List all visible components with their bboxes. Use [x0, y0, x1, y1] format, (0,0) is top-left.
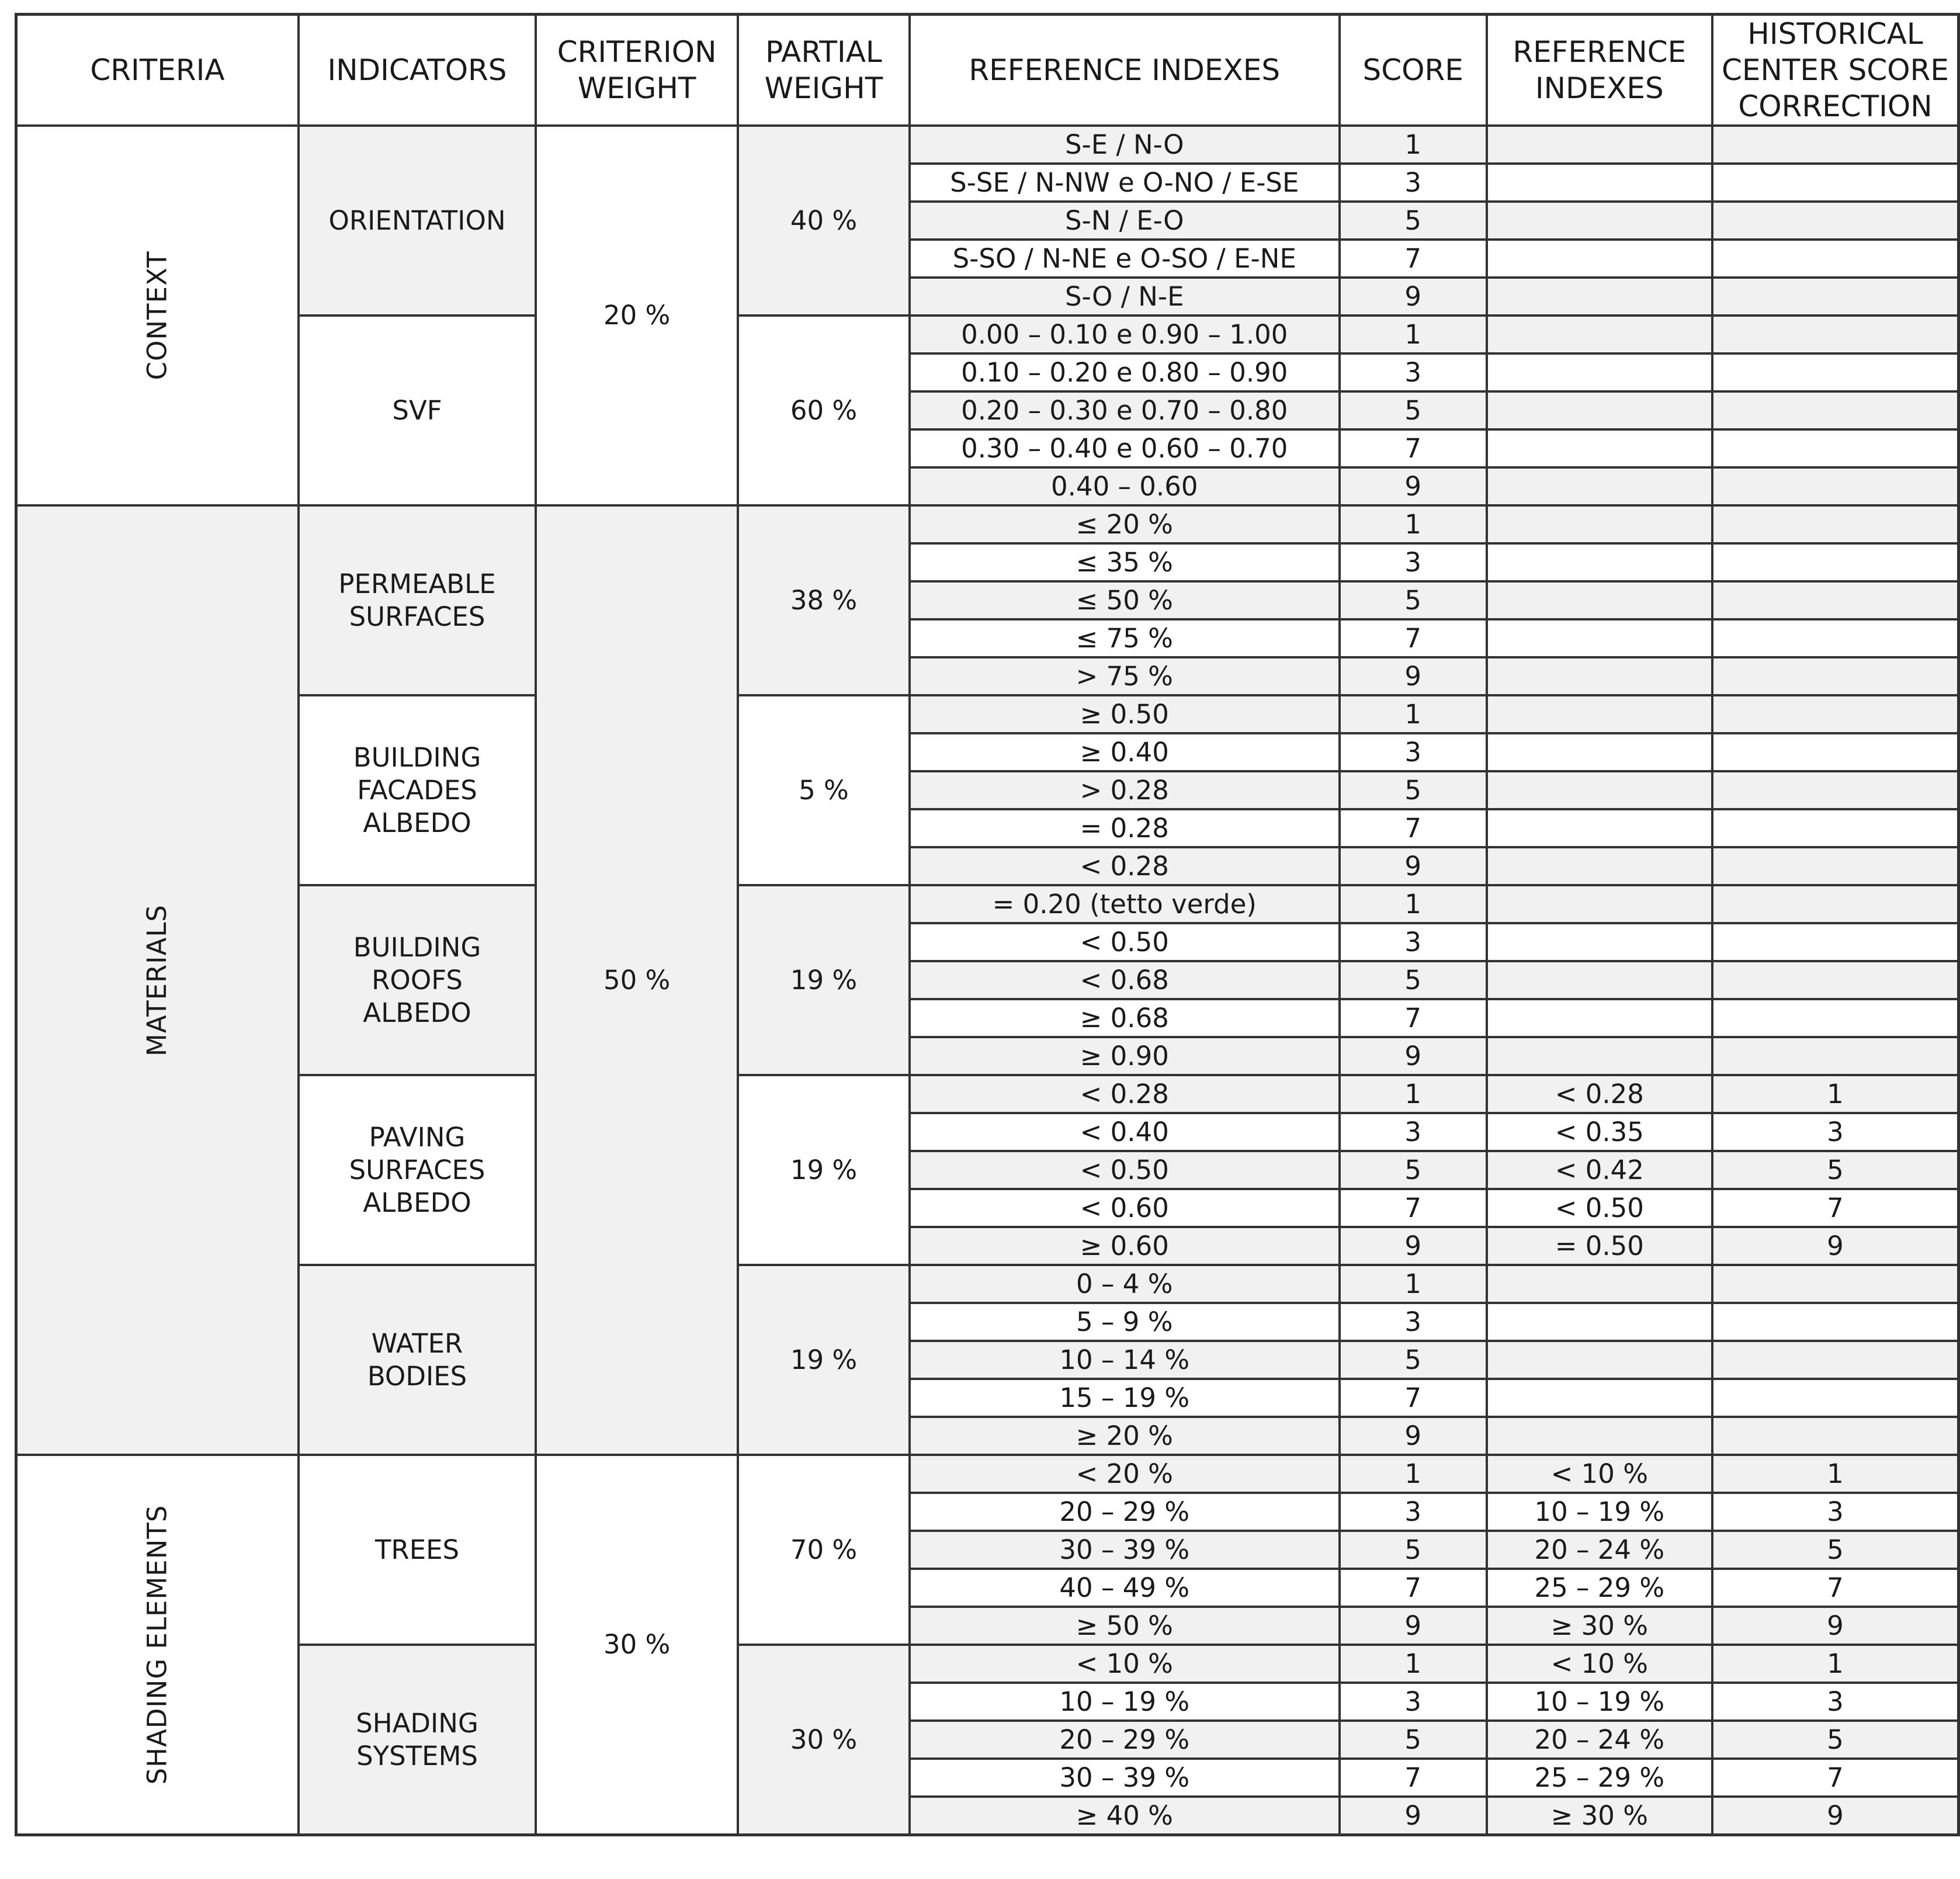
partial-weight: 60 %	[738, 316, 910, 505]
table-row	[16, 505, 1959, 543]
indicator-name: PERMEABLE SURFACES	[299, 505, 536, 695]
reference-index-historical	[1487, 923, 1712, 961]
historical-score-correction	[1712, 999, 1959, 1037]
table-row	[16, 695, 1959, 733]
reference-index: 20 – 29 %	[910, 1721, 1340, 1759]
historical-score-correction	[1712, 923, 1959, 961]
historical-score-correction	[1712, 1037, 1959, 1075]
table-row	[16, 1265, 1959, 1303]
score-value: 7	[1340, 619, 1487, 657]
historical-score-correction	[1712, 695, 1959, 733]
historical-score-correction	[1712, 961, 1959, 999]
score-value: 5	[1340, 961, 1487, 999]
criterion-label: MATERIALS	[141, 904, 173, 1056]
score-value: 7	[1340, 1569, 1487, 1607]
reference-index-historical: 10 – 19 %	[1487, 1493, 1712, 1531]
reference-index-historical: ≥ 30 %	[1487, 1797, 1712, 1835]
header-historical-correction: HISTORICAL CENTER SCORE CORRECTION	[1712, 15, 1959, 126]
score-value: 9	[1340, 1037, 1487, 1075]
reference-index-historical	[1487, 543, 1712, 581]
historical-score-correction	[1712, 164, 1959, 202]
reference-index: ≤ 20 %	[910, 505, 1340, 543]
historical-score-correction	[1712, 1341, 1959, 1379]
reference-index: < 20 %	[910, 1455, 1340, 1493]
reference-index: ≤ 50 %	[910, 581, 1340, 619]
historical-score-correction	[1712, 847, 1959, 885]
partial-weight: 38 %	[738, 505, 910, 695]
score-value: 3	[1340, 353, 1487, 391]
criterion-cell	[16, 126, 299, 505]
historical-score-correction: 3	[1712, 1113, 1959, 1151]
reference-index-historical	[1487, 1341, 1712, 1379]
criterion-label: CONTEXT	[141, 251, 173, 380]
historical-score-correction	[1712, 429, 1959, 467]
historical-score-correction	[1712, 353, 1959, 391]
historical-score-correction	[1712, 278, 1959, 316]
reference-index: ≥ 0.40	[910, 733, 1340, 771]
reference-index: < 0.40	[910, 1113, 1340, 1151]
reference-index: 40 – 49 %	[910, 1569, 1340, 1607]
score-value: 5	[1340, 1721, 1487, 1759]
reference-index: 10 – 19 %	[910, 1683, 1340, 1721]
reference-index-historical: 20 – 24 %	[1487, 1531, 1712, 1569]
reference-index-historical	[1487, 164, 1712, 202]
reference-index: S-SE / N-NW e O-NO / E-SE	[910, 164, 1340, 202]
historical-score-correction: 3	[1712, 1493, 1959, 1531]
reference-index-historical	[1487, 847, 1712, 885]
historical-score-correction	[1712, 1303, 1959, 1341]
reference-index-historical	[1487, 202, 1712, 240]
reference-index-historical	[1487, 391, 1712, 429]
historical-score-correction	[1712, 505, 1959, 543]
historical-score-correction: 5	[1712, 1721, 1959, 1759]
criterion-cell	[16, 1455, 299, 1835]
historical-score-correction	[1712, 771, 1959, 809]
historical-score-correction	[1712, 809, 1959, 847]
historical-score-correction: 1	[1712, 1645, 1959, 1683]
indicator-name: ORIENTATION	[299, 126, 536, 316]
criterion-weight: 30 %	[536, 1455, 738, 1835]
criterion-label: SHADING ELEMENTS	[141, 1504, 173, 1785]
reference-index-historical	[1487, 278, 1712, 316]
reference-index: < 10 %	[910, 1645, 1340, 1683]
reference-index-historical	[1487, 1417, 1712, 1455]
header-criterion-weight: CRITERION WEIGHT	[536, 15, 738, 126]
historical-score-correction	[1712, 1417, 1959, 1455]
reference-index: < 0.50	[910, 923, 1340, 961]
reference-index-historical	[1487, 771, 1712, 809]
score-value: 9	[1340, 847, 1487, 885]
reference-index: 5 – 9 %	[910, 1303, 1340, 1341]
reference-index: 15 – 19 %	[910, 1379, 1340, 1417]
score-value: 3	[1340, 733, 1487, 771]
score-value: 7	[1340, 809, 1487, 847]
score-value: 1	[1340, 885, 1487, 923]
reference-index-historical: < 0.50	[1487, 1189, 1712, 1227]
indicator-name: WATER BODIES	[299, 1265, 536, 1455]
reference-index-historical	[1487, 733, 1712, 771]
historical-score-correction: 9	[1712, 1227, 1959, 1265]
criterion-cell	[16, 505, 299, 1455]
table-row	[16, 1455, 1959, 1493]
reference-index: ≥ 20 %	[910, 1417, 1340, 1455]
reference-index-historical	[1487, 999, 1712, 1037]
reference-index-historical: ≥ 30 %	[1487, 1607, 1712, 1645]
indicator-name: BUILDING FACADES ALBEDO	[299, 695, 536, 885]
score-value: 5	[1340, 771, 1487, 809]
header-criteria: CRITERIA	[16, 15, 299, 126]
reference-index: < 0.50	[910, 1151, 1340, 1189]
score-value: 7	[1340, 999, 1487, 1037]
score-value: 1	[1340, 695, 1487, 733]
reference-index: 20 – 29 %	[910, 1493, 1340, 1531]
reference-index: 0.20 – 0.30 e 0.70 – 0.80	[910, 391, 1340, 429]
reference-index: ≤ 35 %	[910, 543, 1340, 581]
reference-index-historical: 25 – 29 %	[1487, 1759, 1712, 1797]
reference-index: 0 – 4 %	[910, 1265, 1340, 1303]
reference-index: = 0.20 (tetto verde)	[910, 885, 1340, 923]
reference-index-historical	[1487, 1265, 1712, 1303]
reference-index: < 0.28	[910, 1075, 1340, 1113]
indicator-name: PAVING SURFACES ALBEDO	[299, 1075, 536, 1265]
score-value: 1	[1340, 1645, 1487, 1683]
score-value: 3	[1340, 1493, 1487, 1531]
historical-score-correction: 1	[1712, 1455, 1959, 1493]
historical-score-correction: 7	[1712, 1569, 1959, 1607]
reference-index: < 0.60	[910, 1189, 1340, 1227]
historical-score-correction	[1712, 581, 1959, 619]
reference-index-historical: < 0.28	[1487, 1075, 1712, 1113]
score-value: 9	[1340, 657, 1487, 695]
historical-score-correction	[1712, 619, 1959, 657]
header-partial-weight: PARTIAL WEIGHT	[738, 15, 910, 126]
historical-score-correction	[1712, 885, 1959, 923]
reference-index-historical	[1487, 619, 1712, 657]
reference-index-historical	[1487, 961, 1712, 999]
reference-index: 0.00 – 0.10 e 0.90 – 1.00	[910, 316, 1340, 353]
table-row	[16, 885, 1959, 923]
score-value: 7	[1340, 1189, 1487, 1227]
historical-score-correction: 5	[1712, 1151, 1959, 1189]
historical-score-correction	[1712, 240, 1959, 278]
score-value: 9	[1340, 467, 1487, 505]
score-value: 1	[1340, 1265, 1487, 1303]
reference-index-historical	[1487, 695, 1712, 733]
reference-index: ≥ 0.50	[910, 695, 1340, 733]
reference-index: = 0.28	[910, 809, 1340, 847]
reference-index: S-E / N-O	[910, 126, 1340, 164]
score-value: 3	[1340, 164, 1487, 202]
reference-index: < 0.68	[910, 961, 1340, 999]
partial-weight: 19 %	[738, 1075, 910, 1265]
reference-index: < 0.28	[910, 847, 1340, 885]
historical-score-correction	[1712, 657, 1959, 695]
reference-index-historical	[1487, 316, 1712, 353]
partial-weight: 19 %	[738, 885, 910, 1075]
reference-index: ≥ 0.68	[910, 999, 1340, 1037]
historical-score-correction: 5	[1712, 1531, 1959, 1569]
score-value: 9	[1340, 278, 1487, 316]
table-row	[16, 126, 1959, 164]
reference-index-historical	[1487, 1037, 1712, 1075]
criterion-weight: 50 %	[536, 505, 738, 1455]
reference-index-historical: < 0.42	[1487, 1151, 1712, 1189]
historical-score-correction: 9	[1712, 1607, 1959, 1645]
score-value: 9	[1340, 1417, 1487, 1455]
score-value: 5	[1340, 1151, 1487, 1189]
historical-score-correction	[1712, 1265, 1959, 1303]
score-value: 5	[1340, 391, 1487, 429]
score-value: 3	[1340, 1683, 1487, 1721]
score-value: 1	[1340, 126, 1487, 164]
table-row	[16, 1645, 1959, 1683]
reference-index-historical	[1487, 467, 1712, 505]
score-value: 3	[1340, 543, 1487, 581]
reference-index-historical	[1487, 657, 1712, 695]
reference-index-historical	[1487, 429, 1712, 467]
partial-weight: 30 %	[738, 1645, 910, 1835]
header-reference-indexes: REFERENCE INDEXES	[910, 15, 1340, 126]
indicator-name: SVF	[299, 316, 536, 505]
indicator-name: SHADING SYSTEMS	[299, 1645, 536, 1835]
score-value: 7	[1340, 1379, 1487, 1417]
table-body	[16, 126, 1959, 1835]
score-value: 1	[1340, 1075, 1487, 1113]
indicator-name: TREES	[299, 1455, 536, 1645]
reference-index: 30 – 39 %	[910, 1531, 1340, 1569]
reference-index-historical: < 10 %	[1487, 1455, 1712, 1493]
reference-index-historical: 20 – 24 %	[1487, 1721, 1712, 1759]
historical-score-correction: 7	[1712, 1189, 1959, 1227]
score-value: 5	[1340, 1531, 1487, 1569]
historical-score-correction	[1712, 733, 1959, 771]
score-value: 1	[1340, 505, 1487, 543]
score-value: 1	[1340, 1455, 1487, 1493]
table-row	[16, 1075, 1959, 1113]
partial-weight: 5 %	[738, 695, 910, 885]
score-value: 5	[1340, 1341, 1487, 1379]
reference-index: > 0.28	[910, 771, 1340, 809]
score-value: 7	[1340, 1759, 1487, 1797]
header-score: SCORE	[1340, 15, 1487, 126]
reference-index-historical	[1487, 1379, 1712, 1417]
reference-index-historical	[1487, 581, 1712, 619]
historical-score-correction: 1	[1712, 1075, 1959, 1113]
reference-index: 0.10 – 0.20 e 0.80 – 0.90	[910, 353, 1340, 391]
reference-index: 0.40 – 0.60	[910, 467, 1340, 505]
reference-index-historical: < 10 %	[1487, 1645, 1712, 1683]
historical-score-correction	[1712, 391, 1959, 429]
criterion-weight: 20 %	[536, 126, 738, 505]
score-value: 5	[1340, 202, 1487, 240]
reference-index-historical: = 0.50	[1487, 1227, 1712, 1265]
reference-index-historical	[1487, 126, 1712, 164]
score-value: 7	[1340, 240, 1487, 278]
reference-index: ≥ 0.60	[910, 1227, 1340, 1265]
criteria-table	[15, 13, 1960, 1836]
reference-index: 10 – 14 %	[910, 1341, 1340, 1379]
score-value: 1	[1340, 316, 1487, 353]
score-value: 5	[1340, 581, 1487, 619]
score-value: 3	[1340, 1113, 1487, 1151]
reference-index: 0.30 – 0.40 e 0.60 – 0.70	[910, 429, 1340, 467]
score-value: 7	[1340, 429, 1487, 467]
reference-index-historical	[1487, 353, 1712, 391]
reference-index-historical: 25 – 29 %	[1487, 1569, 1712, 1607]
header-indicators: INDICATORS	[299, 15, 536, 126]
reference-index-historical	[1487, 505, 1712, 543]
historical-score-correction: 3	[1712, 1683, 1959, 1721]
reference-index-historical	[1487, 809, 1712, 847]
reference-index: ≥ 50 %	[910, 1607, 1340, 1645]
reference-index: > 75 %	[910, 657, 1340, 695]
reference-index: S-SO / N-NE e O-SO / E-NE	[910, 240, 1340, 278]
score-value: 3	[1340, 1303, 1487, 1341]
reference-index-historical	[1487, 240, 1712, 278]
reference-index: 30 – 39 %	[910, 1759, 1340, 1797]
table-row	[16, 316, 1959, 353]
reference-index: S-N / E-O	[910, 202, 1340, 240]
historical-score-correction	[1712, 467, 1959, 505]
score-value: 3	[1340, 923, 1487, 961]
score-value: 9	[1340, 1607, 1487, 1645]
historical-score-correction: 7	[1712, 1759, 1959, 1797]
indicator-name: BUILDING ROOFS ALBEDO	[299, 885, 536, 1075]
historical-score-correction	[1712, 126, 1959, 164]
header-reference-indexes-2: REFERENCE INDEXES	[1487, 15, 1712, 126]
reference-index-historical: < 0.35	[1487, 1113, 1712, 1151]
partial-weight: 70 %	[738, 1455, 910, 1645]
reference-index: ≥ 0.90	[910, 1037, 1340, 1075]
historical-score-correction	[1712, 316, 1959, 353]
score-value: 9	[1340, 1797, 1487, 1835]
partial-weight: 40 %	[738, 126, 910, 316]
partial-weight: 19 %	[738, 1265, 910, 1455]
reference-index-historical: 10 – 19 %	[1487, 1683, 1712, 1721]
historical-score-correction	[1712, 202, 1959, 240]
reference-index: ≥ 40 %	[910, 1797, 1340, 1835]
reference-index-historical	[1487, 885, 1712, 923]
header-row	[16, 15, 1959, 126]
score-value: 9	[1340, 1227, 1487, 1265]
historical-score-correction: 9	[1712, 1797, 1959, 1835]
historical-score-correction	[1712, 543, 1959, 581]
historical-score-correction	[1712, 1379, 1959, 1417]
reference-index: ≤ 75 %	[910, 619, 1340, 657]
reference-index: S-O / N-E	[910, 278, 1340, 316]
reference-index-historical	[1487, 1303, 1712, 1341]
